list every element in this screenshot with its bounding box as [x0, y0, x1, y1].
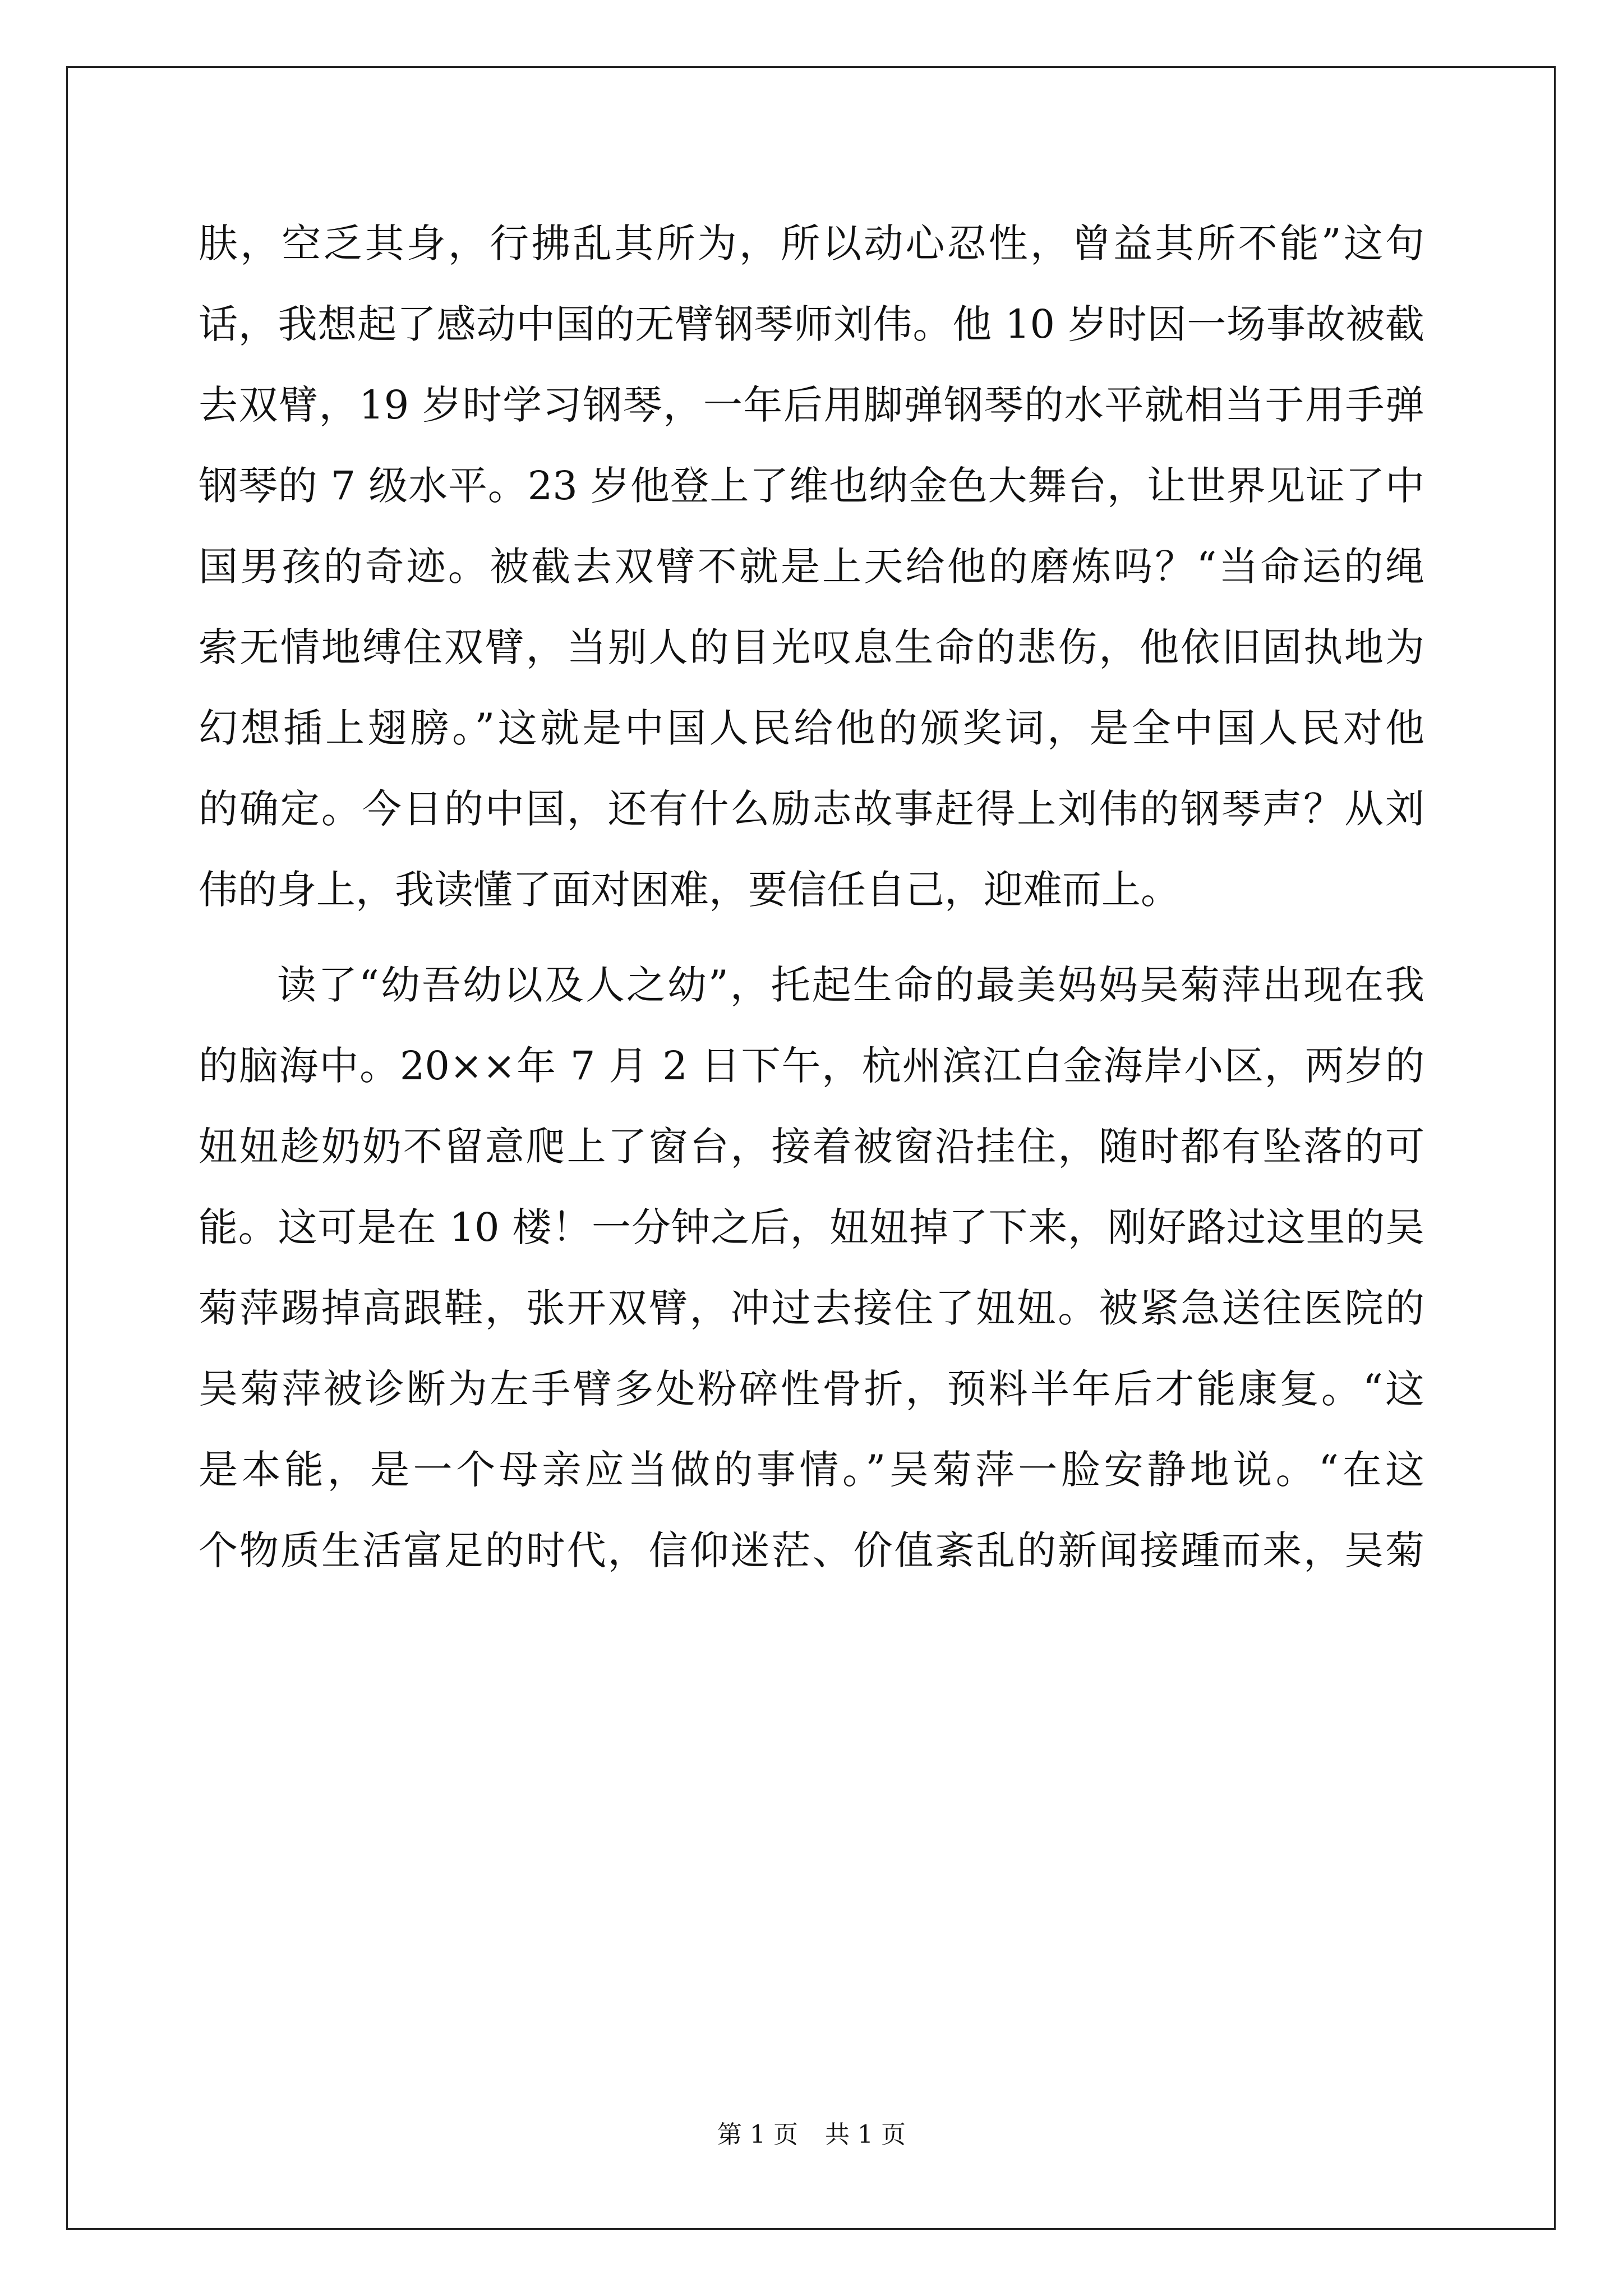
text-line: 国男孩的奇迹。被截去双臂不就是上天给他的磨炼吗？“当命运的绳 — [199, 544, 1424, 590]
text-line: 索无情地缚住双臂，当别人的目光叹息生命的悲伤，他依旧固执地为 — [199, 624, 1424, 670]
text-line: 肤，空乏其身，行拂乱其所为，所以动心忍性，曾益其所不能”这句 — [199, 220, 1424, 266]
text-line: 读了“幼吾幼以及人之幼”，托起生命的最美妈妈吴菊萍出现在我 — [277, 962, 1424, 1008]
text-line: 能。这可是在 10 楼！一分钟之后，妞妞掉了下来，刚好路过这里的吴 — [199, 1204, 1424, 1250]
text-line: 个物质生活富足的时代，信仰迷茫、价值紊乱的新闻接踵而来，吴菊 — [199, 1527, 1424, 1573]
text-line: 的确定。今日的中国，还有什么励志故事赶得上刘伟的钢琴声？从刘 — [199, 786, 1424, 832]
text-line: 菊萍踢掉高跟鞋，张开双臂，冲过去接住了妞妞。被紧急送往医院的 — [199, 1285, 1424, 1331]
text-line: 幻想插上翅膀。”这就是中国人民给他的颁奖词，是全中国人民对他 — [199, 705, 1424, 751]
paragraph-spacer — [199, 930, 1424, 945]
text-line: 钢琴的 7 级水平。23 岁他登上了维也纳金色大舞台，让世界见证了中 — [199, 463, 1424, 509]
page-total: 共 1 页 — [825, 2120, 906, 2149]
text-line: 话，我想起了感动中国的无臂钢琴师刘伟。他 10 岁时因一场事故被截 — [199, 301, 1424, 347]
page-footer — [0, 2118, 1623, 2152]
text-line: 吴菊萍被诊断为左手臂多处粉碎性骨折，预料半年后才能康复。“这 — [199, 1366, 1424, 1412]
text-line: 的脑海中。20××年 7 月 2 日下午，杭州滨江白金海岸小区，两岁的 — [199, 1043, 1424, 1089]
paragraph — [199, 945, 1424, 1591]
paragraph — [199, 203, 1424, 930]
text-line: 去双臂，19 岁时学习钢琴，一年后用脚弹钢琴的水平就相当于用手弹 — [199, 382, 1424, 428]
document-body — [199, 203, 1424, 1591]
page-number: 第 1 页 — [717, 2120, 798, 2149]
text-line: 妞妞趁奶奶不留意爬上了窗台，接着被窗沿挂住，随时都有坠落的可 — [199, 1124, 1424, 1170]
text-line: 是本能，是一个母亲应当做的事情。”吴菊萍一脸安静地说。“在这 — [199, 1447, 1424, 1493]
text-line: 伟的身上，我读懂了面对困难，要信任自己，迎难而上。 — [199, 867, 1180, 913]
